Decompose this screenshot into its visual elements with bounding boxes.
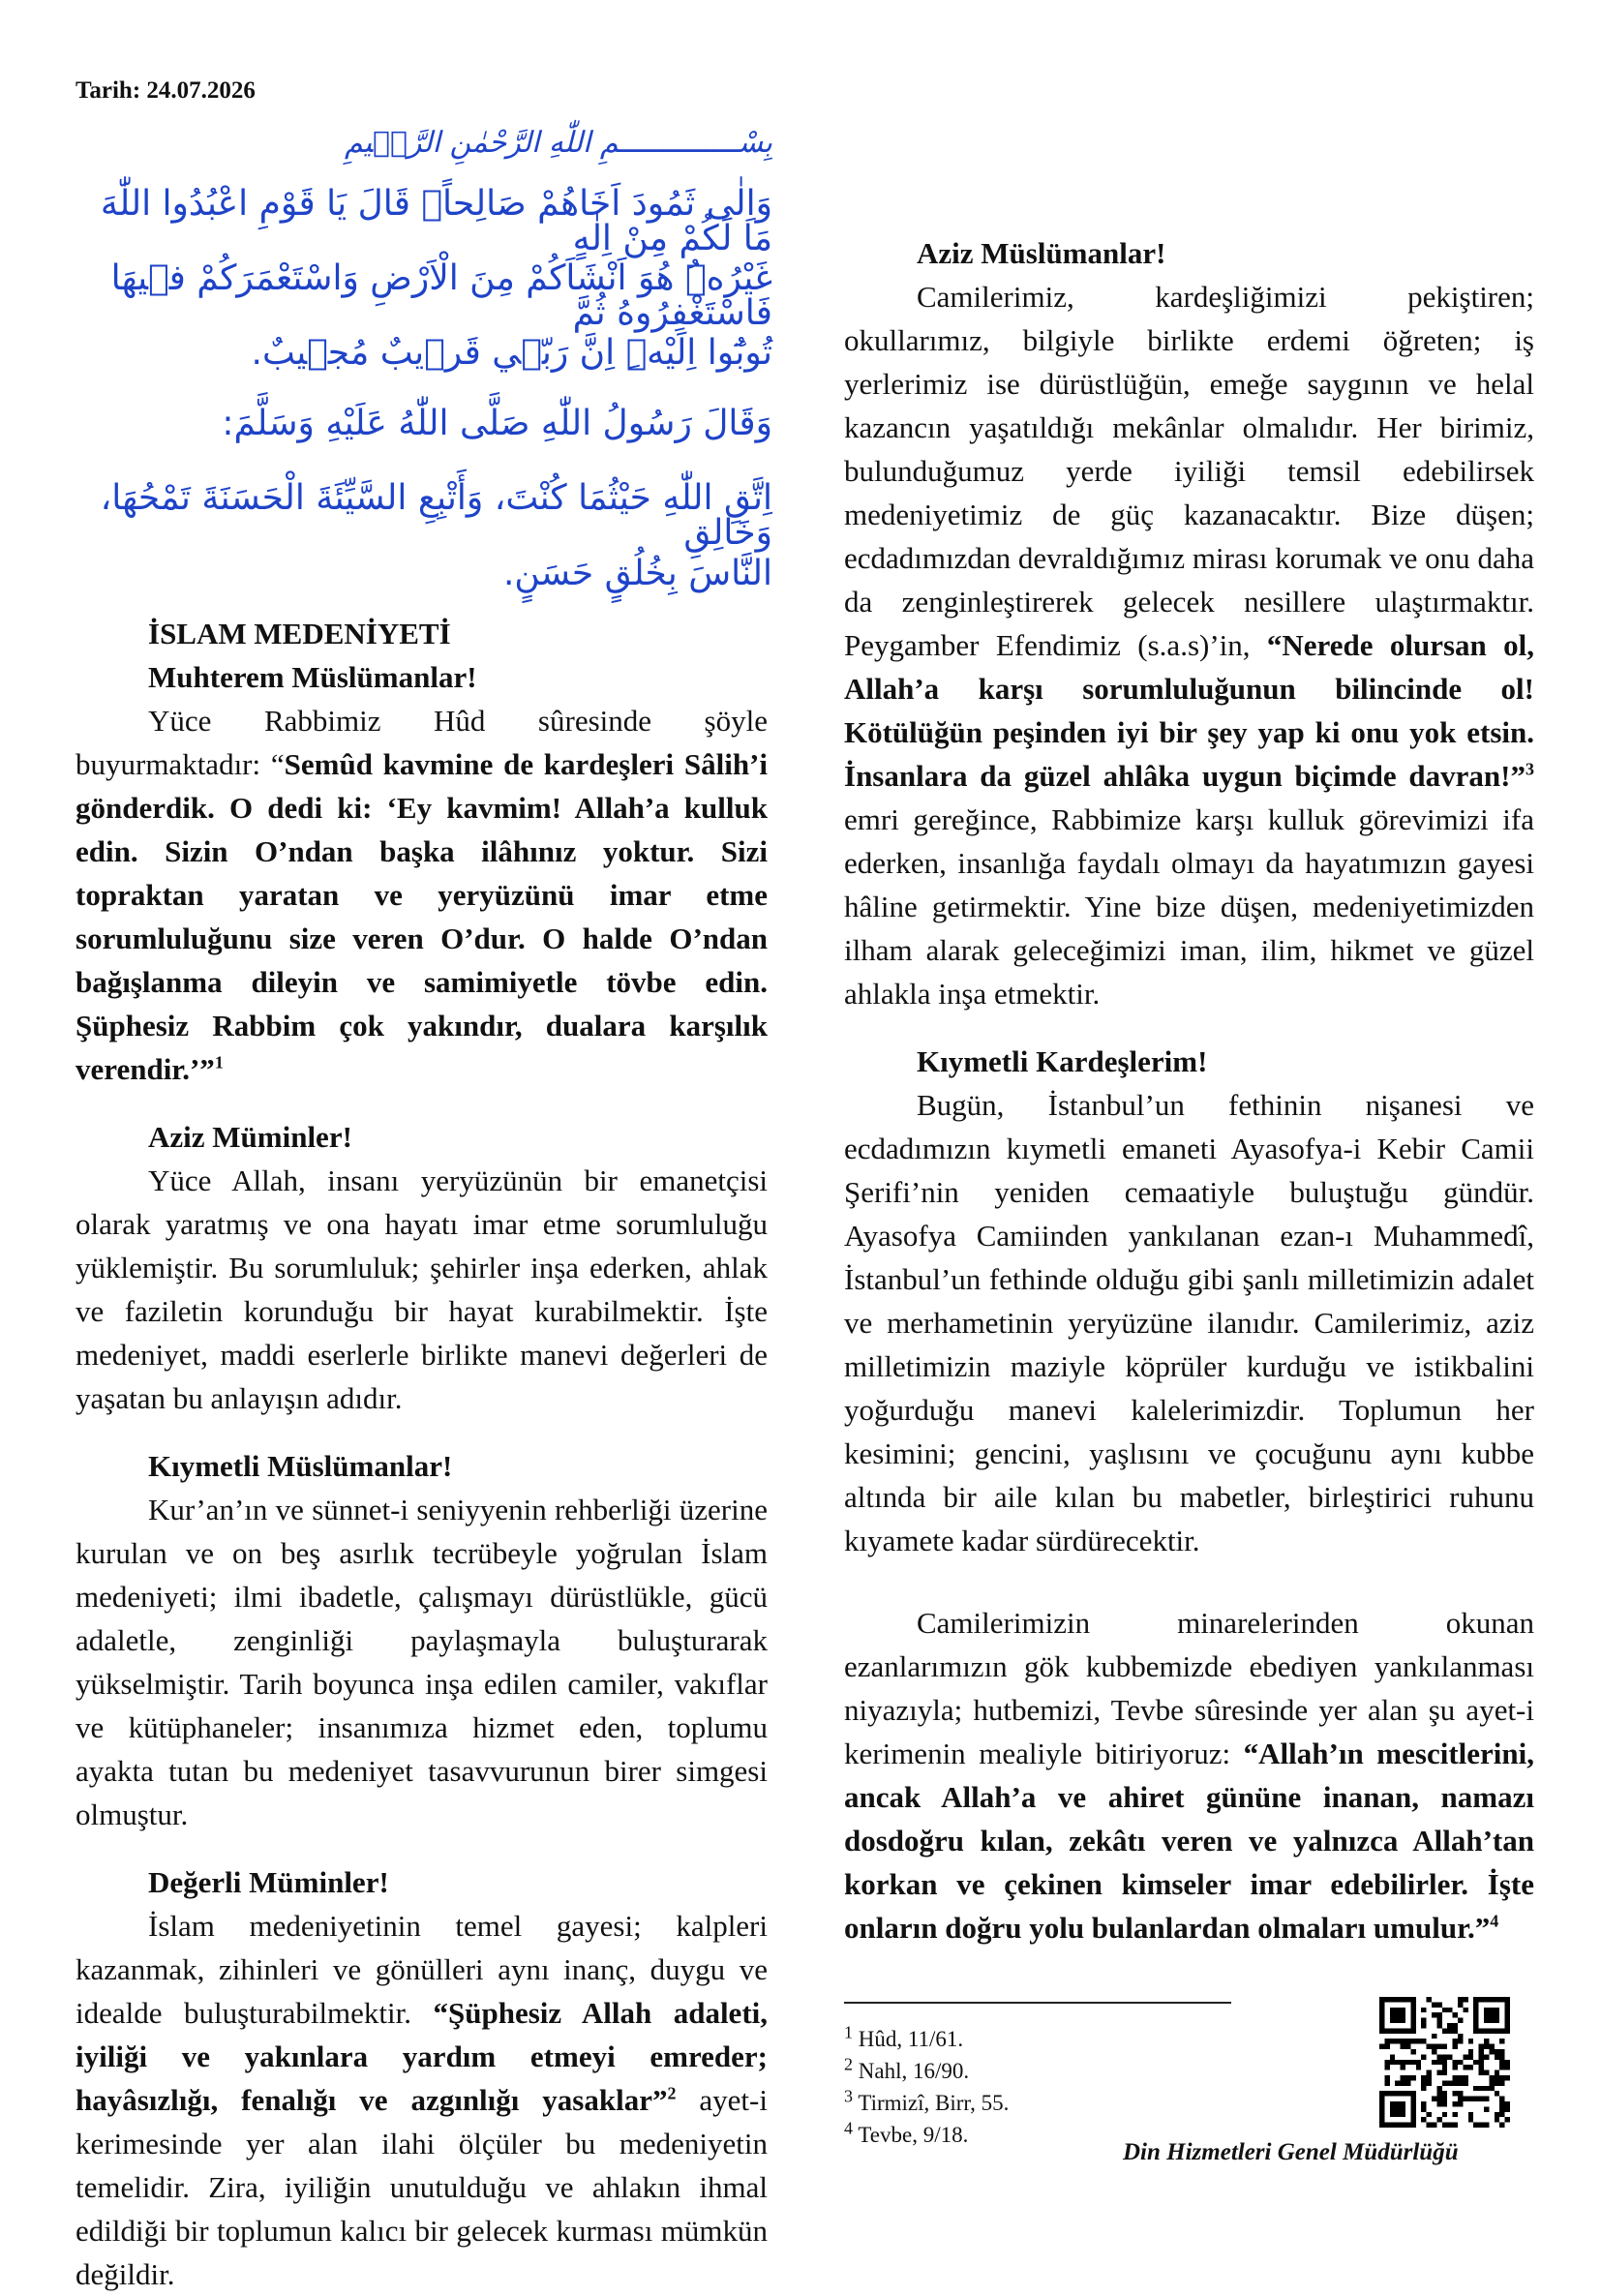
- footnotes: [844, 2023, 1009, 2151]
- paragraph-text: Camilerimiz, kardeşliğimizi pekiştiren; okullarımız, bilgiyle birlikte erdemi öğreten; iş yerlerimiz ise dürüstlüğün, emeğe saygının ve helal kazancın yaşatıldığı mekânlar olmalıdır. Her birimiz, bulunduğumuz yerde iyiliği temsil edebilirsek medeniyetimiz de güç kazanacaktır. Bize düşen; ecdadımızdan devraldığımız mirası korumak ve onu daha da zenginleştirerek gelecek nesillere ulaştırmaktır. Peygamber Efendimiz (s.a.s)’in,: [844, 280, 1534, 662]
- section-paragraph: [76, 699, 768, 1091]
- footnote-ref: 1: [214, 1052, 224, 1072]
- section-heading: Muhterem Müslümanlar!: [148, 660, 477, 694]
- quoted-hadith: “Nerede olursan ol, Allah’a karşı sorumluluğunun bilincinde ol! Kötülüğün peşinden iyi bir şey yap ki onu yok etsin. İnsanlara da güzel ahlâka uygun biçimde davran!”: [844, 628, 1535, 793]
- left-column: [76, 612, 768, 2296]
- sermon-title: İSLAM MEDENİYETİ: [148, 617, 451, 650]
- quoted-verse: “Şüphesiz Allah adaleti, iyiliği ve yakınlara yardım etmeyi emreder; hayâsızlığı, fenalığı ve azgınlığı yasaklar”: [76, 1996, 768, 2117]
- footnote-divider: [844, 2002, 1231, 2004]
- footnote-ref: 3: [1525, 759, 1534, 779]
- section-paragraph: [76, 1904, 768, 2296]
- basmala: بِسْــــــــــــــمِ اللّٰهِ الرَّحْمٰنِ الرَّح۪يمِ: [344, 126, 772, 160]
- section-heading: Kıymetli Müslümanlar!: [148, 1449, 453, 1483]
- section-heading: Aziz Müslümanlar!: [917, 236, 1166, 270]
- hadith-line: النَّاسَ بِخُلُقٍ حَسَنٍ.: [502, 554, 772, 593]
- verse-line: تُوبُٓوا اِلَيْهِۜ اِنَّ رَبّ۪ي قَر۪يبٌ مُج۪يبٌ.: [251, 333, 772, 373]
- signature: Din Hizmetleri Genel Müdürlüğü: [1123, 2139, 1459, 2165]
- section-heading: Aziz Müminler!: [148, 1120, 352, 1154]
- verse-line: وَاِلٰى ثَمُودَ اَخَاهُمْ صَالِحاًۢ قَالَ يَا قَوْمِ اعْبُدُوا اللّٰهَ مَا لَكُمْ مِنْ اِلٰهٍ: [100, 184, 772, 258]
- footnote-ref: 2: [667, 2083, 677, 2103]
- paragraph-text: Yüce Rabbimiz Hûd sûresinde şöyle buyurmaktadır: “: [76, 704, 768, 781]
- date-line: Tarih: 24.07.2026: [76, 77, 256, 104]
- paragraph-text: ayet-i kerimesinde yer alan ilahi ölçüler bu medeniyetin temelidir. Zira, iyiliğin unutulduğu ve ahlakın ihmal edildiği bir toplumun kalıcı bir gelecek kurması mümkün değildir.: [76, 2083, 768, 2291]
- footnote: $^4$ Tevbe, 9/18.: [844, 2118, 969, 2147]
- paragraph-text: emri gereğince, Rabbimize karşı kulluk görevimizi ifa ederken, insanlığa faydalı olmayı da hayatımızın gayesi hâline getirmektir. Yine bize düşen, medeniyetimizden ilham alarak geleceğimizi iman, ilim, hikmet ve güzel ahlakla inşa etmektir.: [844, 802, 1534, 1011]
- verse-line: غَيْرُهُۜ هُوَ اَنْشَاَكُمْ مِنَ الْاَرْضِ وَاسْتَعْمَرَكُمْ ف۪يهَا فَاسْتَغْفِرُوهُ ثُمَّ: [110, 258, 772, 333]
- footnote: $^3$ Tirmizî, Birr, 55.: [844, 2086, 1010, 2115]
- footnote-ref: 4: [1490, 1911, 1499, 1931]
- section-paragraph: Bugün, İstanbul’un fethinin nişanesi ve ecdadımızın kıymetli emaneti Ayasofya-i Kebir Camii Şerifi’nin yeniden cemaatiyle buluştuğu gündür. Ayasofya Camiinden yankılanan ezan-ı Muhammedî, İstanbul’un fethinde olduğu gibi şanlı milletimizin adalet ve merhametinin yeryüzüne ilanıdır. Camilerimiz, aziz milletimizin maziyle köprüler kurduğu ve istikbalini yoğurduğu manevi kalelerimizdir. Toplumun her kesimini; gencini, yaşlısını ve çocuğunu aynı kubbe altında bir aile kılan bu mabetler, birleştirici ruhunu kıyamete kadar sürdürecektir.: [844, 1088, 1534, 1557]
- section-paragraph: [844, 275, 1534, 1015]
- right-column: [844, 77, 1534, 1949]
- qr-code-icon[interactable]: [1379, 1997, 1510, 2128]
- quoted-verse: “Allah’ın mescitlerini, ancak Allah’a ve ahiret gününe inanan, namazı dosdoğru kılan, zekâtı veren ve yalnızca Allah’tan korkan ve çekinen kimseler imar edebilirler. İşte onların doğru yolu bulanlardan olmaları umulur.”: [844, 1737, 1534, 1945]
- footnote: $^2$ Nahl, 16/90.: [844, 2054, 970, 2083]
- paragraph-text: İslam medeniyetinin temel gayesi; kalpleri kazanmak, zihinleri ve gönülleri aynı inanç, duygu ve idealde buluşturabilmektir.: [76, 1909, 768, 2030]
- closing-paragraph: [844, 1601, 1534, 1949]
- hadith-intro-line: وَقَالَ رَسُولُ اللّٰهِ صَلَّى اللّٰهُ عَلَيْهِ وَسَلَّمَ:: [222, 404, 772, 443]
- section-paragraph: Kur’an’ın ve sünnet-i seniyyenin rehberliği üzerine kurulan ve on beş asırlık tecrübeyle yoğrulan İslam medeniyeti; ilmi ibadetle, çalışmayı dürüstlükle, gücü adaletle, zenginliği paylaşmayla buluşturarak yükselmiştir. Tarih boyunca inşa edilen camiler, vakıflar ve kütüphaneler; insanımıza hizmet eden, toplumu ayakta tutan bu medeniyet tasavvurunun birer simgesi olmuştur.: [76, 1493, 768, 1831]
- section-heading: Değerli Müminler!: [148, 1865, 389, 1899]
- paragraph-text: Camilerimizin minarelerinden okunan ezanlarımızın gök kubbemizde ebediyen yankılanması niyazıyla; hutbemizi, Tevbe sûresinde yer alan şu ayet-i kerimenin mealiyle bitiriyoruz:: [844, 1606, 1534, 1770]
- quoted-verse: Semûd kavmine de kardeşleri Sâlih’i gönderdik. O dedi ki: ‘Ey kavmim! Allah’a kulluk edin. Sizin O’ndan başka ilâhınız yoktur. Sizi topraktan yaratan ve yeryüzünü imar etme sorumluluğunu size veren O’dur. O halde O’ndan bağışlanma dileyin ve samimiyetle tövbe edin. Şüphesiz Rabbim çok yakındır, dualara karşılık verendir.’”: [76, 747, 768, 1086]
- hadith-line: اِتَّقِ اللّٰهِ حَيْثُمَا كُنْتَ، وَأَتْبِعِ السَّيِّئَةَ الْحَسَنَةَ تَمْحُهَا، وَخَالِقِ: [100, 478, 772, 553]
- section-heading: Kıymetli Kardeşlerim!: [917, 1044, 1208, 1078]
- footnote: $^1$ Hûd, 11/61.: [844, 2022, 964, 2051]
- section-paragraph: Yüce Allah, insanı yeryüzünün bir emanetçisi olarak yaratmış ve ona hayatı imar etme sorumluluğu yüklemiştir. Bu sorumluluk; şehirler inşa ederken, ahlak ve faziletin korunduğu bir hayat kurabilmektir. İşte medeniyet, maddi eserlerle birlikte manevi değerleri de yaşatan bu anlayışın adıdır.: [76, 1163, 768, 1415]
